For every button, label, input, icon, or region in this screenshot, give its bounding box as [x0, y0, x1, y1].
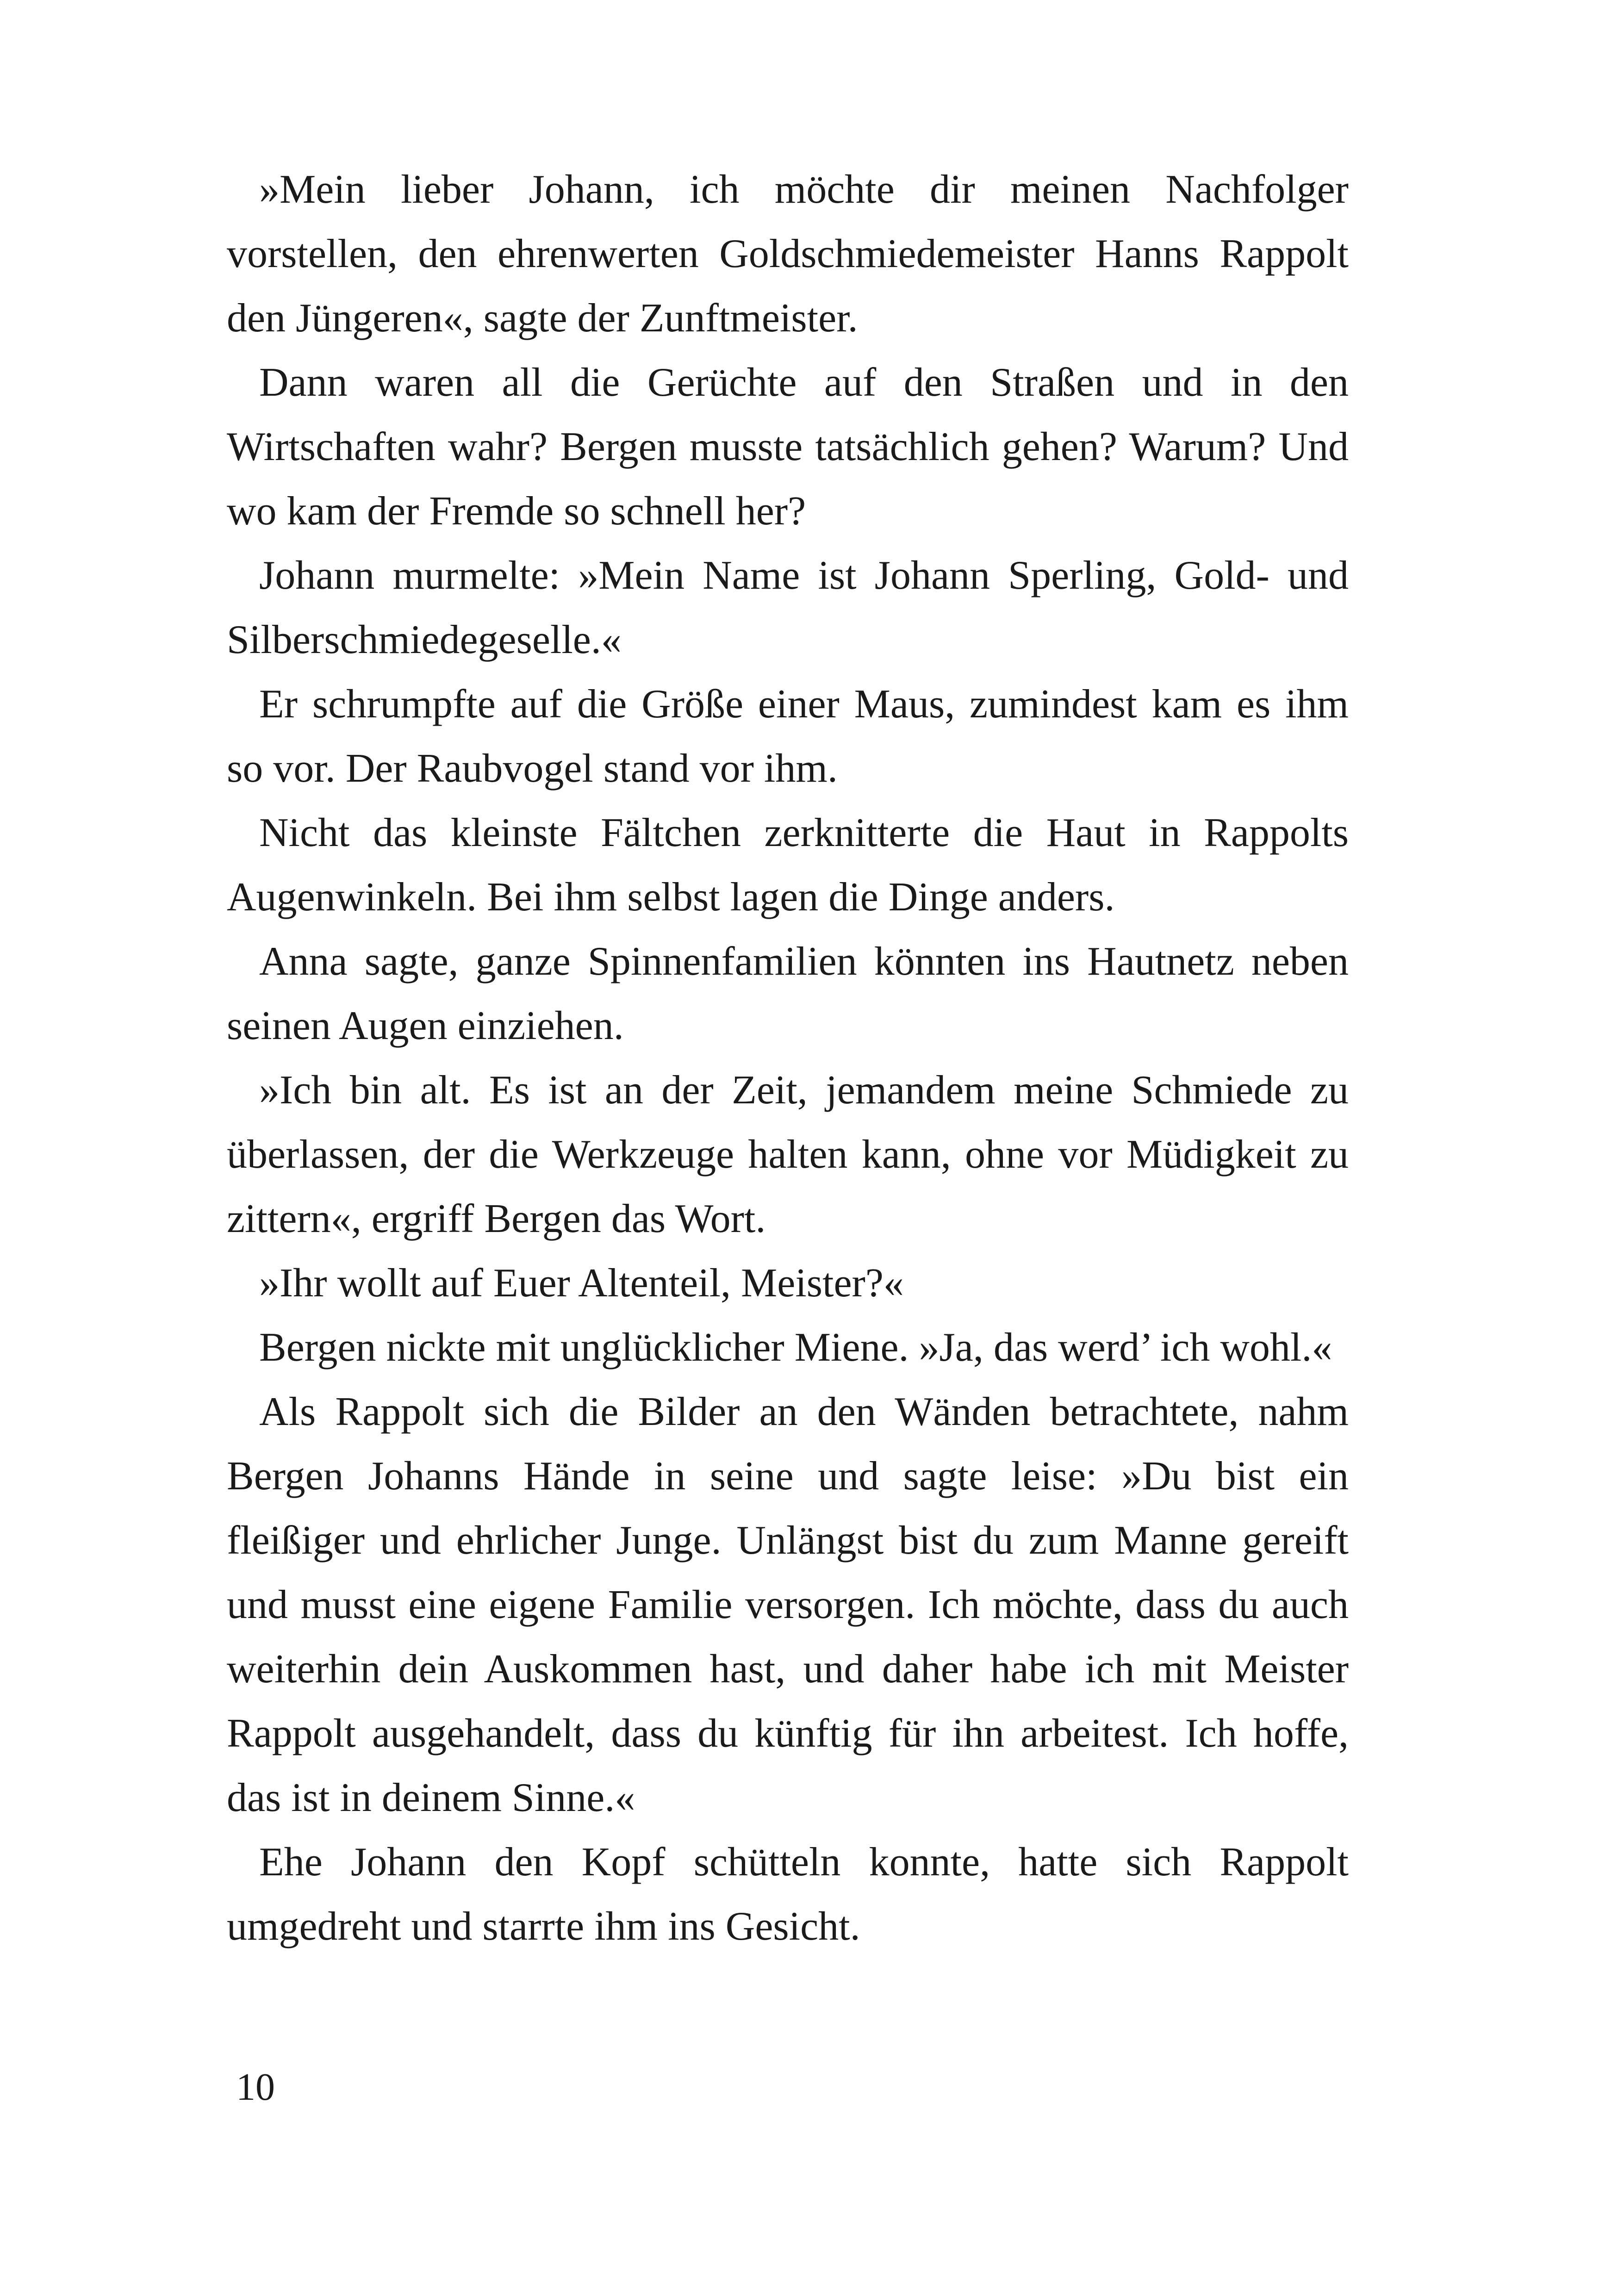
paragraph-1: »Mein lieber Johann, ich möchte dir meinen Nachfolger vorstellen, den ehrenwerten Goldschmiedemeister Hanns Rappolt den Jüngeren«, sagte der Zunftmeister. — [227, 167, 1349, 341]
paragraph-9: Bergen nickte mit unglücklicher Miene. »Ja, das werd’ ich wohl.« — [259, 1325, 1332, 1370]
paragraph-11: Ehe Johann den Kopf schütteln konnte, hatte sich Rappolt umgedreht und starrte ihm ins Gesicht. — [227, 1840, 1349, 1949]
paragraph-5: Nicht das kleinste Fältchen zerknitterte die Haut in Rappolts Augenwinkeln. Bei ihm selbst lagen die Dinge anders. — [227, 810, 1349, 920]
body-text — [227, 157, 1349, 1959]
paragraph-4: Er schrumpfte auf die Größe einer Maus, zumindest kam es ihm so vor. Der Raubvogel stand vor ihm. — [227, 682, 1349, 791]
page-number: 10 — [236, 2066, 275, 2109]
paragraph-8: »Ihr wollt auf Euer Altenteil, Meister?« — [259, 1261, 904, 1306]
paragraph-3: Johann murmelte: »Mein Name ist Johann Sperling, Gold- und Silberschmiedegeselle.« — [227, 553, 1349, 662]
paragraph-6: Anna sagte, ganze Spinnenfamilien könnten ins Hautnetz neben seinen Augen einziehen. — [227, 939, 1349, 1048]
paragraph-10: Als Rappolt sich die Bilder an den Wänden betrachtete, nahm Bergen Johanns Hände in seine und sagte leise: »Du bist ein fleißiger und ehrlicher Junge. Unlängst bist du zum Manne gereift und musst eine eigene Familie versorgen. Ich möchte, dass du auch weiterhin dein Auskommen hast, und daher habe ich mit Meister Rappolt ausgehandelt, dass du künftig für ihn arbeitest. Ich hoffe, das ist in deinem Sinne.« — [227, 1389, 1349, 1820]
paragraph-2: Dann waren all die Gerüchte auf den Straßen und in den Wirtschaften wahr? Bergen musste tatsächlich gehen? Warum? Und wo kam der Fremde so schnell her? — [227, 360, 1349, 534]
paragraph-7: »Ich bin alt. Es ist an der Zeit, jemandem meine Schmiede zu überlassen, der die Werkzeuge halten kann, ohne vor Müdigkeit zu zittern«, ergriff Bergen das Wort. — [227, 1068, 1349, 1241]
